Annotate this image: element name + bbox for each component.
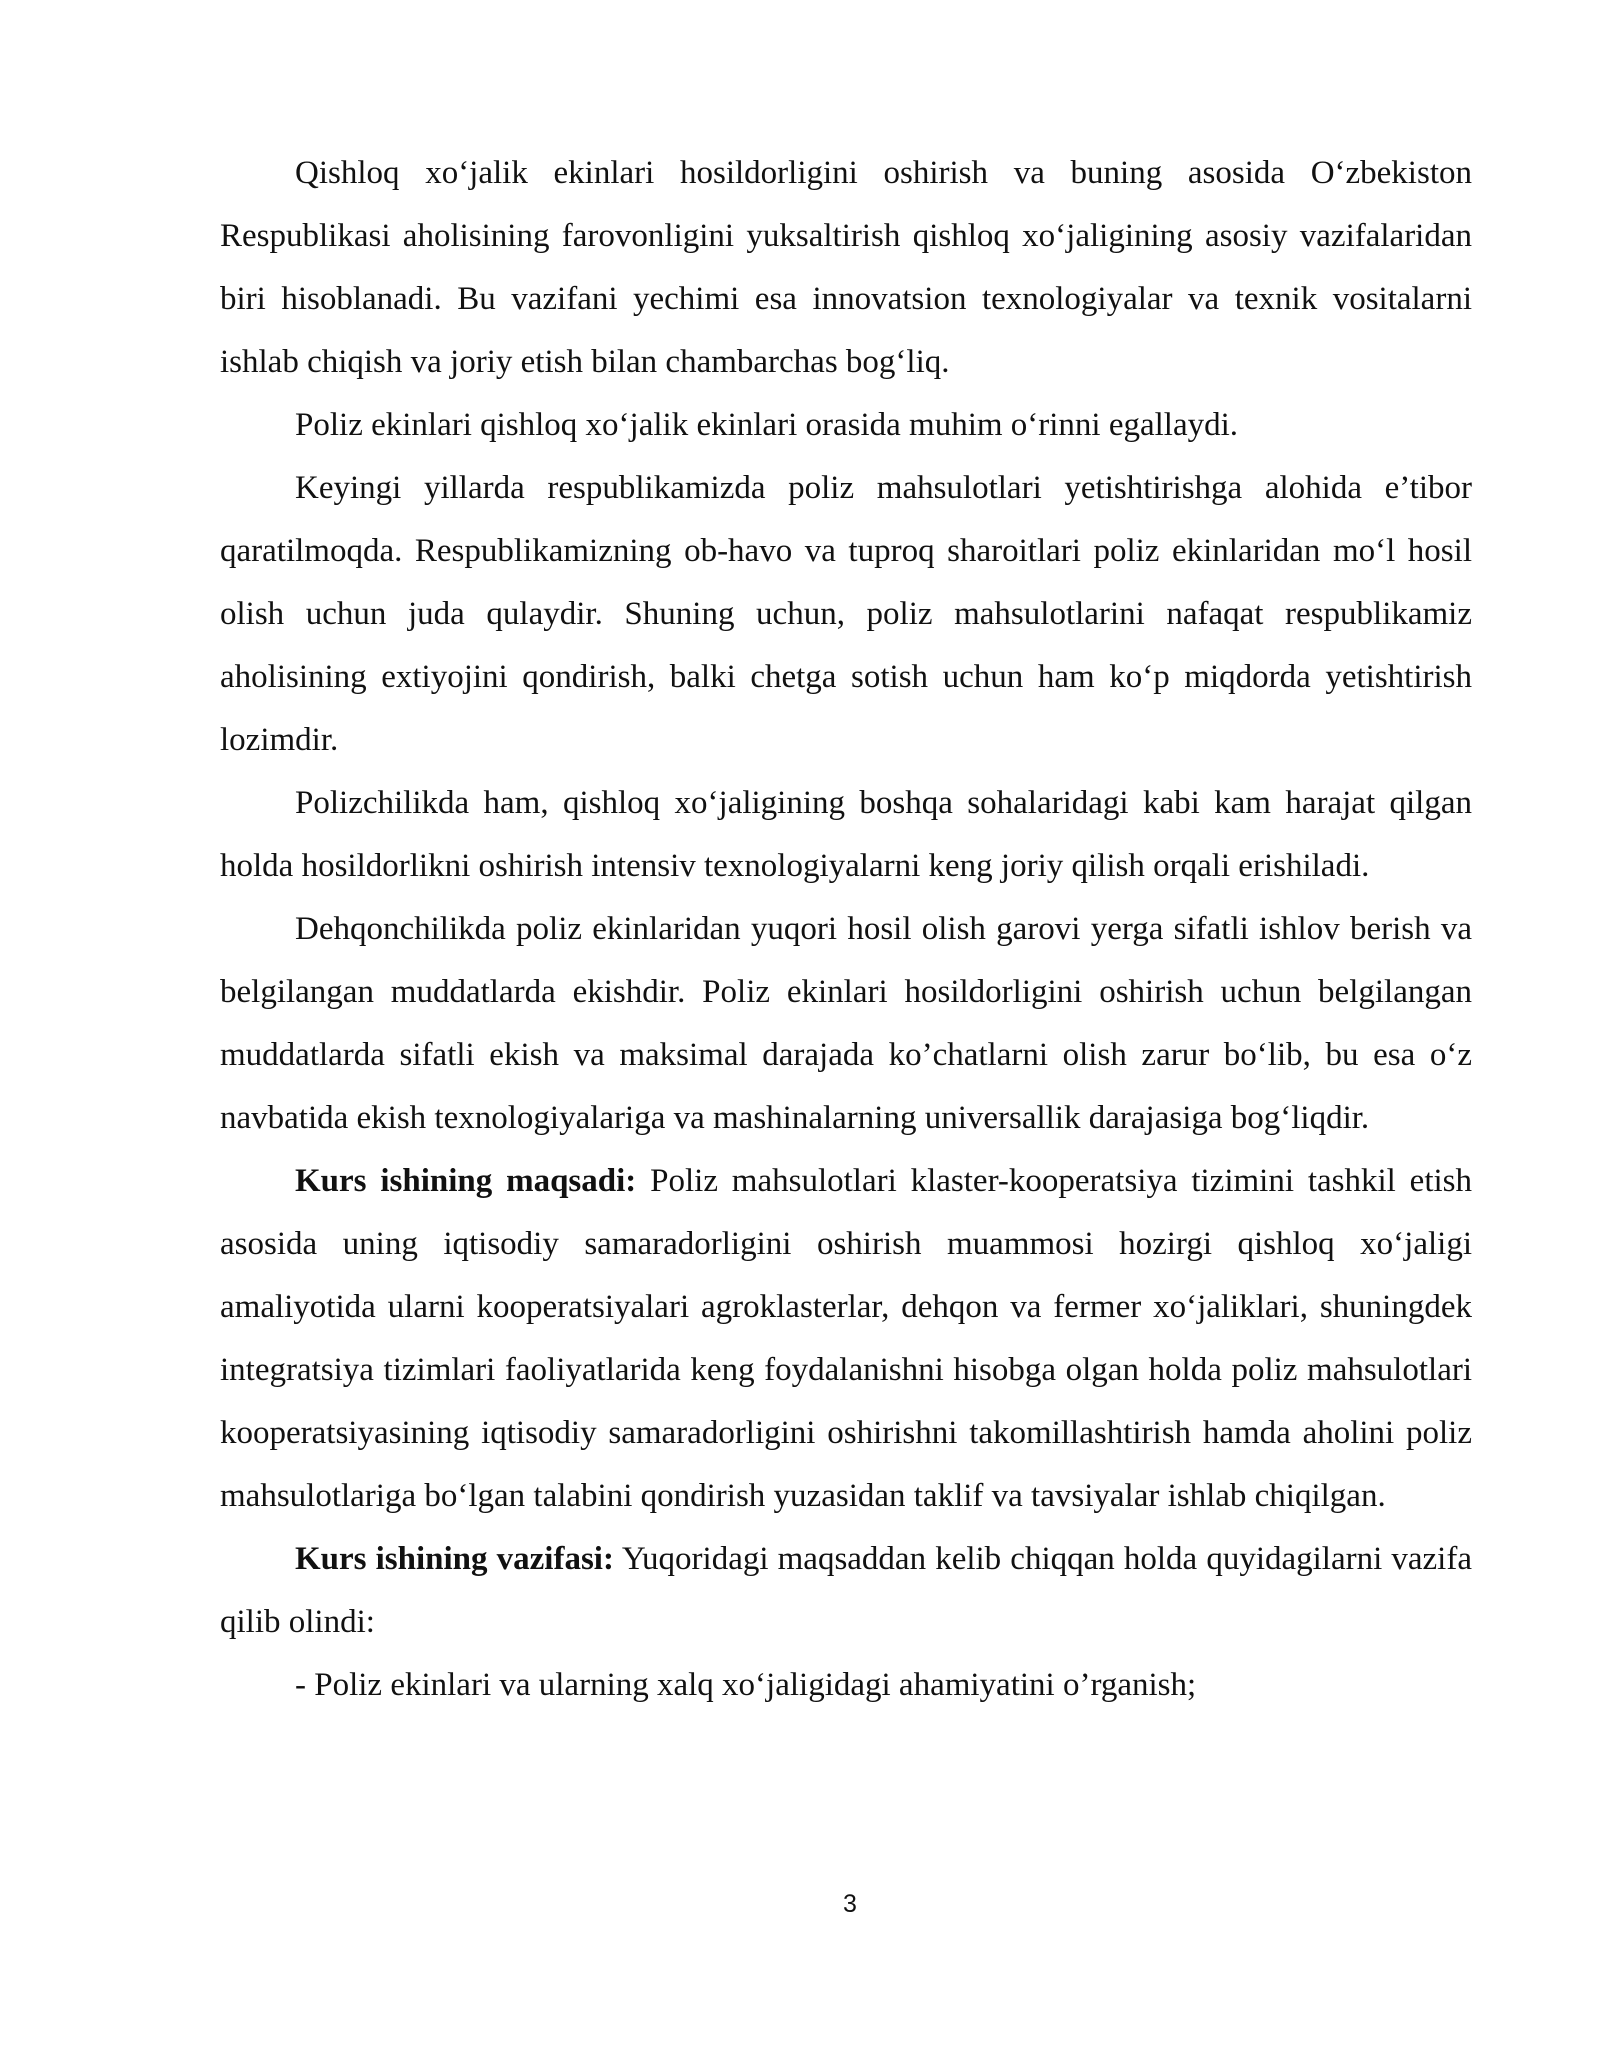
task-list-item: - Poliz ekinlari va ularning xalq xoʻjaligidagi ahamiyatini o’rganish;	[295, 1667, 1197, 1703]
course-tasks-label: Kurs ishining vazifasi:	[295, 1541, 614, 1577]
course-tasks-text: Yuqoridagi maqsaddan kelib chiqqan holda quyidagilarni vazifa qilib olindi:	[220, 1541, 1472, 1640]
course-goal-label: Kurs ishining maqsadi:	[295, 1163, 637, 1199]
paragraph-intro: Qishloq xoʻjalik ekinlari hosildorligini oshirish va buning asosida Oʻzbekiston Respublikasi aholisining farovonligini yuksaltirish qishloq xoʻjaligining asosiy vazifalaridan biri hisoblanadi. Bu vazifani yechimi esa innovatsion texnologiyalar va texnik vositalarni ishlab chiqish va joriy etish bilan chambarchas bogʻliq.	[220, 155, 1472, 380]
course-goal-text: Poliz mahsulotlari klaster-kooperatsiya tizimini tashkil etish asosida uning iqtisodiy samaradorligini oshirish muammosi hozirgi qishloq xoʻjaligi amaliyotida ularni kooperatsiyalari agroklasterlar, dehqon va fermer xoʻjaliklari, shuningdek integratsiya tizimlari faoliyatlarida keng foydalanishni hisobga olgan holda poliz mahsulotlari kooperatsiyasining iqtisodiy samaradorligini oshirishni takomillashtirish hamda aholini poliz mahsulotlariga boʻlgan talabini qondirish yuzasidan taklif va tavsiyalar ishlab chiqilgan.	[220, 1163, 1472, 1514]
paragraph-course-goal	[220, 1150, 1472, 1528]
paragraph-course-tasks	[220, 1528, 1472, 1654]
paragraph-polizchilik: Polizchilikda ham, qishloq xoʻjaligining boshqa sohalaridagi kabi kam harajat qilgan holda hosildorlikni oshirish intensiv texnologiyalarni keng joriy qilish orqali erishiladi.	[220, 785, 1472, 884]
document-body	[220, 142, 1472, 1717]
paragraph-dehqonchilik: Dehqonchilikda poliz ekinlaridan yuqori hosil olish garovi yerga sifatli ishlov berish va belgilangan muddatlarda ekishdir. Poliz ekinlari hosildorligini oshirish uchun belgilangan muddatlarda sifatli ekish va maksimal darajada ko’chatlarni olish zarur boʻlib, bu esa oʻz navbatida ekish texnologiyalariga va mashinalarning universallik darajasiga bogʻliqdir.	[220, 911, 1472, 1136]
page-number: 3	[843, 1890, 857, 1918]
paragraph-poliz-importance: Poliz ekinlari qishloq xoʻjalik ekinlari orasida muhim oʻrinni egallaydi.	[295, 407, 1239, 443]
paragraph-recent-years: Keyingi yillarda respublikamizda poliz mahsulotlari yetishtirishga alohida e’tibor qaratilmoqda. Respublikamizning ob-havo va tuproq sharoitlari poliz ekinlaridan moʻl hosil olish uchun juda qulaydir. Shuning uchun, poliz mahsulotlarini nafaqat respublikamiz aholisining extiyojini qondirish, balki chetga sotish uchun ham koʻp miqdorda yetishtirish lozimdir.	[220, 470, 1472, 758]
